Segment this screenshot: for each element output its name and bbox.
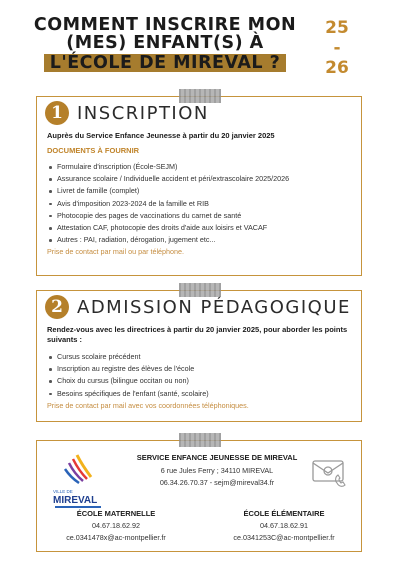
docs-list: [49, 161, 361, 246]
school-phone: 04.67.18.62.91: [260, 521, 308, 530]
list-item: Assurance scolaire / Individuelle accident et péri/extrascolaire 2025/2026: [49, 173, 361, 185]
list-item: Cursus scolaire précédent: [49, 351, 361, 363]
title-line-2: (MES) ENFANT(S) À: [66, 33, 264, 53]
school-email: ce.0341478x@ac-montpellier.fr: [66, 533, 166, 542]
page-title: [30, 16, 300, 73]
school-phone: 04.67.18.62.92: [92, 521, 140, 530]
list-item: Inscription au registre des élèves de l'école: [49, 363, 361, 375]
service-title: SERVICE ENFANCE JEUNESSE DE MIREVAL: [136, 453, 298, 462]
docs-heading: DOCUMENTS À FOURNIR: [47, 146, 140, 155]
svg-text:VILLE DE: VILLE DE: [53, 489, 73, 494]
list-item: Attestation CAF, photocopie des droits d'aide aux loisirs et VACAF: [49, 222, 361, 234]
svg-text:MIREVAL: MIREVAL: [53, 495, 98, 506]
step-number-2: 2: [45, 295, 69, 319]
title-line-3: L'ÉCOLE DE MIREVAL ?: [44, 54, 287, 72]
admission-lead: Rendez-vous avec les directrices à partir du 20 janvier 2025, pour aborder les points suivants :: [47, 325, 348, 344]
tape-decoration: [179, 89, 221, 103]
list-item: Livret de famille (complet): [49, 185, 361, 197]
school-email: ce.0341253C@ac-montpellier.fr: [233, 533, 335, 542]
inscription-section: [36, 96, 362, 276]
title-line-1: COMMENT INSCRIRE MON: [33, 15, 297, 35]
step-number-1: 1: [45, 101, 69, 125]
admission-contact: Prise de contact par mail avec vos coordonnées téléphoniques.: [47, 400, 249, 410]
inscription-contact: Prise de contact par mail ou par téléphone.: [47, 247, 185, 257]
service-contact: 06.34.26.70.37 - sejm@mireval34.fr: [159, 478, 275, 487]
school-maternelle: [41, 509, 191, 542]
admission-section: [36, 290, 362, 422]
school-name: ÉCOLE ÉLÉMENTAIRE: [243, 509, 325, 518]
list-item: Avis d'imposition 2023-2024 de la famille et RIB: [49, 198, 361, 210]
year-dash: -: [333, 38, 341, 58]
email-phone-icon: [309, 457, 349, 491]
school-elementaire: [209, 509, 359, 542]
tape-decoration: [179, 283, 221, 297]
inscription-title: INSCRIPTION: [77, 102, 209, 124]
list-item: Besoins spécifiques de l'enfant (santé, scolaire): [49, 388, 361, 400]
list-item: Choix du cursus (bilingue occitan ou non): [49, 375, 361, 387]
school-name: ÉCOLE MATERNELLE: [76, 509, 156, 518]
contact-section: [36, 440, 362, 552]
list-item: Formulaire d'inscription (École-SEJM): [49, 161, 361, 173]
year-end: 26: [325, 58, 349, 78]
school-year: [322, 18, 352, 78]
list-item: Photocopie des pages de vaccinations du carnet de santé: [49, 210, 361, 222]
inscription-lead: Auprès du Service Enfance Jeunesse à partir du 20 janvier 2025: [47, 131, 275, 140]
list-item: Autres : PAI, radiation, dérogation, jugement etc...: [49, 234, 361, 246]
year-start: 25: [325, 18, 349, 38]
admission-title: ADMISSION PÉDAGOGIQUE: [77, 296, 351, 318]
admission-list: [49, 351, 361, 400]
service-address: 6 rue Jules Ferry ; 34110 MIREVAL: [160, 466, 274, 475]
tape-decoration: [179, 433, 221, 447]
